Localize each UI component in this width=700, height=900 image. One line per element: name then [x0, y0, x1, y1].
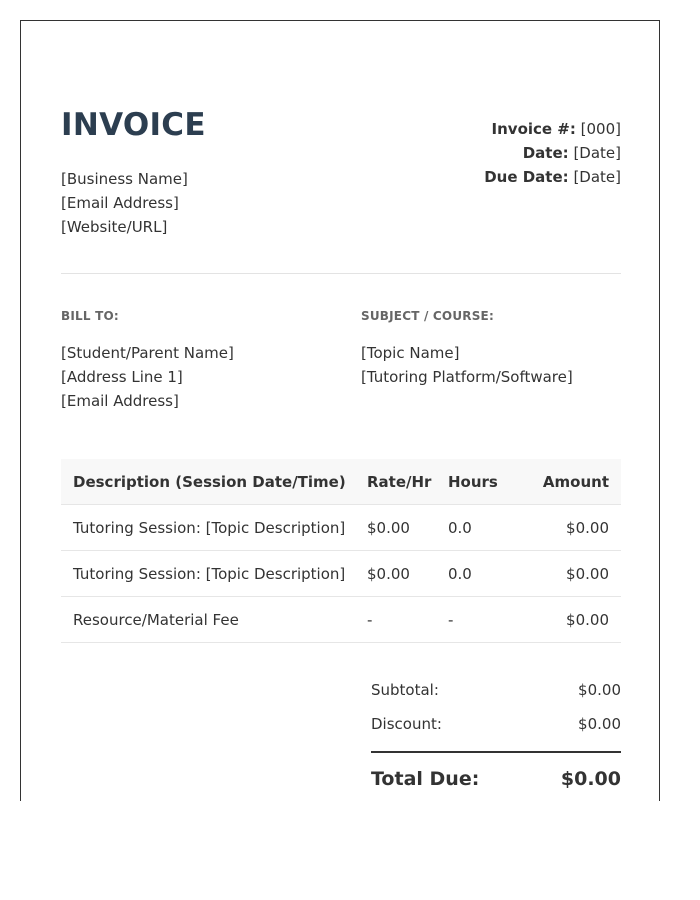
invoice-date-label: Date:: [522, 144, 569, 162]
subject-platform: [Tutoring Platform/Software]: [361, 368, 573, 386]
row-hours: -: [445, 597, 520, 643]
discount-value: $0.00: [578, 715, 621, 733]
row-description: Tutoring Session: [Topic Description]: [61, 505, 364, 551]
row-rate: $0.00: [364, 551, 445, 597]
table-row: [61, 551, 621, 597]
header-divider: [61, 273, 621, 274]
total-due-label: Total Due:: [371, 768, 480, 790]
invoice-title: INVOICE: [61, 107, 206, 143]
invoice-due-date-value: [Date]: [573, 168, 621, 186]
subtotal-row: [371, 673, 621, 707]
discount-label: Discount:: [371, 715, 442, 733]
bill-to-name: [Student/Parent Name]: [61, 344, 234, 362]
invoice-date-value: [Date]: [573, 144, 621, 162]
total-due-row: [371, 765, 621, 793]
row-amount: $0.00: [520, 551, 621, 597]
table-row: [61, 597, 621, 643]
invoice-number-label: Invoice #:: [491, 120, 576, 138]
subject-topic: [Topic Name]: [361, 344, 460, 362]
row-hours: 0.0: [445, 505, 520, 551]
bill-to-heading: BILL TO:: [61, 309, 119, 323]
subtotal-value: $0.00: [578, 681, 621, 699]
business-email: [Email Address]: [61, 194, 179, 212]
line-items-table: [61, 459, 621, 643]
invoice-number-row: [484, 117, 621, 141]
row-amount: $0.00: [520, 505, 621, 551]
invoice-number-value: [000]: [580, 120, 621, 138]
discount-row: [371, 707, 621, 741]
row-hours: 0.0: [445, 551, 520, 597]
row-rate: -: [364, 597, 445, 643]
header-amount: Amount: [520, 459, 621, 505]
total-divider: [371, 751, 621, 753]
table-row: [61, 505, 621, 551]
invoice-page: [20, 20, 660, 801]
bill-to-details: [61, 341, 234, 413]
total-due-value: $0.00: [560, 768, 621, 790]
business-website: [Website/URL]: [61, 218, 168, 236]
row-description: Resource/Material Fee: [61, 597, 364, 643]
bill-to-email: [Email Address]: [61, 392, 179, 410]
header-hours: Hours: [445, 459, 520, 505]
totals-block: [371, 673, 621, 793]
header-description: Description (Session Date/Time): [61, 459, 364, 505]
invoice-due-date-row: [484, 165, 621, 189]
subject-heading: SUBJECT / COURSE:: [361, 309, 494, 323]
row-amount: $0.00: [520, 597, 621, 643]
row-description: Tutoring Session: [Topic Description]: [61, 551, 364, 597]
business-info: [61, 167, 188, 239]
invoice-meta: [484, 117, 621, 189]
invoice-date-row: [484, 141, 621, 165]
bill-to-address: [Address Line 1]: [61, 368, 183, 386]
table-header-row: [61, 459, 621, 505]
subject-details: [361, 341, 573, 389]
business-name: [Business Name]: [61, 170, 188, 188]
header-rate: Rate/Hr: [364, 459, 445, 505]
subtotal-label: Subtotal:: [371, 681, 439, 699]
row-rate: $0.00: [364, 505, 445, 551]
invoice-due-date-label: Due Date:: [484, 168, 569, 186]
